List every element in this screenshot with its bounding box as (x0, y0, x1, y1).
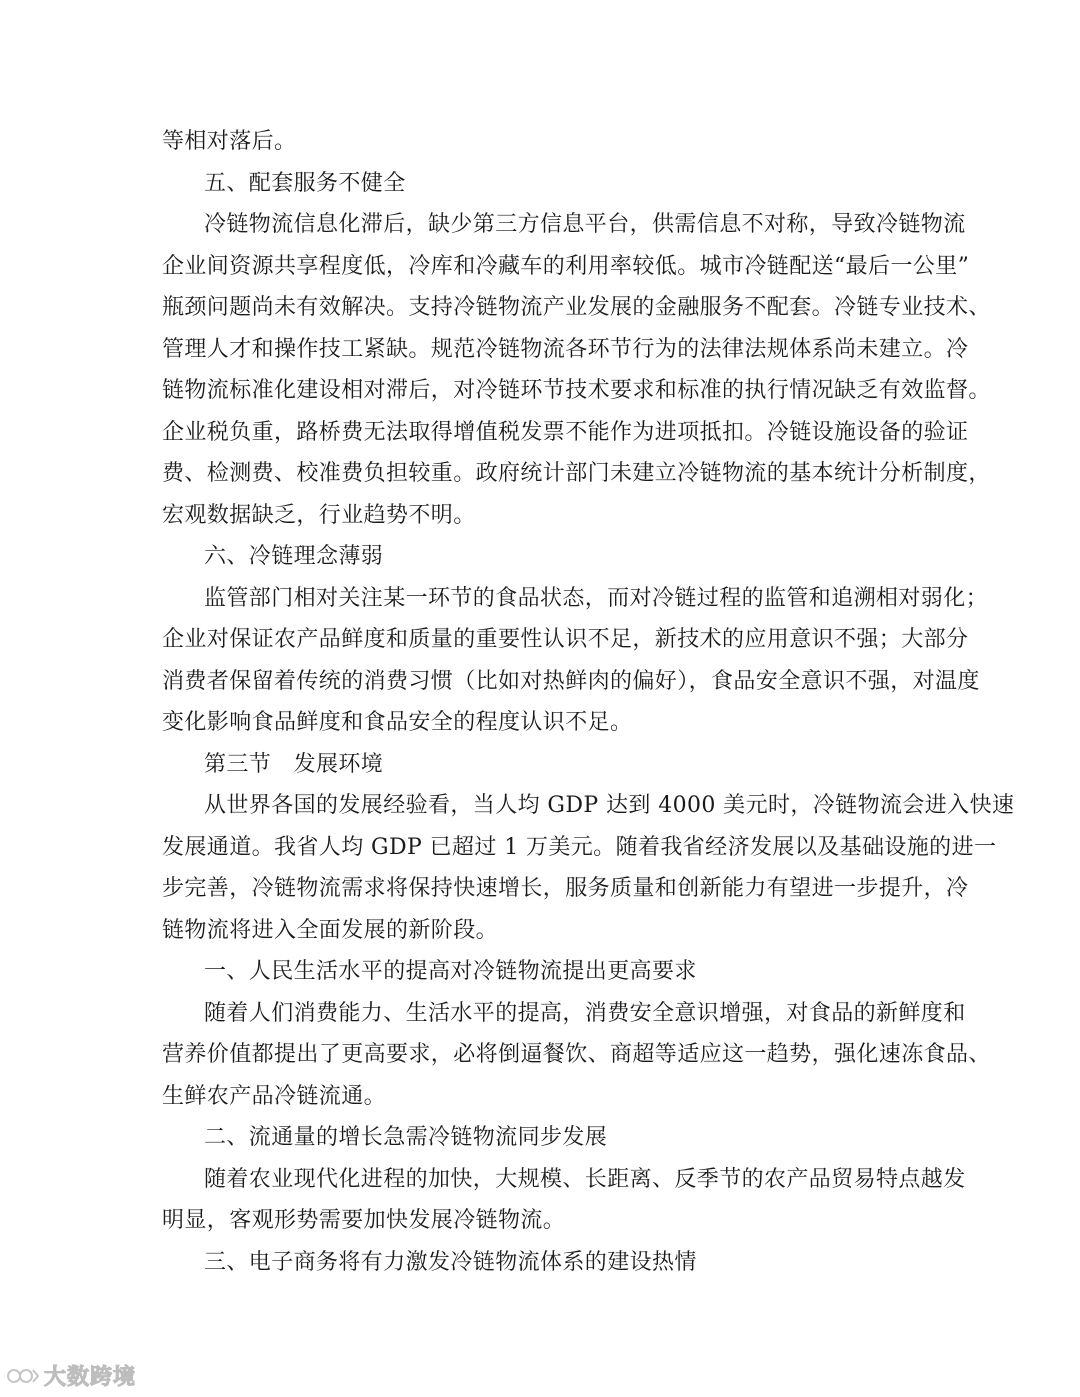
paragraph-line: 监管部门相对关注某一环节的食品状态，而对冷链过程的监管和追溯相对弱化； (204, 585, 989, 611)
paragraph-line: 费、检测费、校准费负担较重。政府统计部门未建立冷链物流的基本统计分析制度， (162, 461, 991, 486)
paragraph-line: 等相对落后。 (162, 129, 297, 154)
paragraph-line: 变化影响食品鲜度和食品安全的程度认识不足。 (162, 710, 633, 735)
watermark (6, 1360, 136, 1391)
paragraph-line: 冷链物流信息化滞后，缺少第三方信息平台，供需信息不对称，导致冷链物流 (204, 212, 966, 237)
section-heading: 五、配套服务不健全 (204, 170, 406, 196)
paragraph-line: 宏观数据缺乏，行业趋势不明。 (162, 502, 476, 528)
section-heading: 三、电子商务将有力激发冷链物流体系的建设热情 (204, 1249, 697, 1275)
paragraph-line: 企业间资源共享程度低，冷库和冷藏车的利用率较低。城市冷链配送“最后一公里” (162, 253, 970, 279)
paragraph-line: 明显，客观形势需要加快发展冷链物流。 (162, 1208, 566, 1233)
paragraph-line: 随着人们消费能力、生活水平的提高，消费安全意识增强，对食品的新鲜度和 (204, 1000, 966, 1026)
paragraph-line: 链物流将进入全面发展的新阶段。 (162, 917, 499, 943)
paragraph-line: 生鲜农产品冷链流通。 (162, 1083, 387, 1109)
brand-logo-icon (6, 1365, 40, 1387)
paragraph-line: 企业对保证农产品鲜度和质量的重要性认识不足，新技术的应用意识不强；大部分 (162, 627, 969, 652)
section-heading: 二、流通量的增长急需冷链物流同步发展 (204, 1125, 608, 1150)
paragraph-line: 消费者保留着传统的消费习惯（比如对热鲜肉的偏好），食品安全意识不强，对温度 (162, 668, 980, 694)
watermark-text: 大数跨境 (44, 1365, 137, 1390)
section-heading: 一、人民生活水平的提高对冷链物流提出更高要求 (204, 959, 697, 984)
paragraph-line: 随着农业现代化进程的加快，大规模、长距离、反季节的农产品贸易特点越发 (204, 1166, 966, 1192)
paragraph-line: 步完善，冷链物流需求将保持快速增长，服务质量和创新能力有望进一步提升，冷 (162, 876, 969, 901)
section-heading: 第三节 发展环境 (204, 751, 384, 777)
document-body (162, 121, 1015, 1283)
paragraph-line: 链物流标准化建设相对滞后，对冷链环节技术要求和标准的执行情况缺乏有效监督。 (162, 378, 991, 403)
paragraph-line: 企业税负重，路桥费无法取得增值税发票不能作为进项抵扣。冷链设施设备的验证 (162, 419, 969, 445)
paragraph-line: 发展通道。我省人均 GDP 已超过 1 万美元。随着我省经济发展以及基础设施的进一 (162, 834, 997, 860)
paragraph-line: 管理人才和操作技工紧缺。规范冷链物流各环节行为的法律法规体系尚未建立。冷 (162, 336, 969, 362)
paragraph-line: 营养价值都提出了更高要求，必将倒逼餐饮、商超等适应这一趋势，强化速冻食品、 (162, 1042, 991, 1067)
paragraph-line: 从世界各国的发展经验看，当人均 GDP 达到 4000 美元时，冷链物流会进入快速 (204, 793, 1015, 818)
paragraph-line: 瓶颈问题尚未有效解决。支持冷链物流产业发展的金融服务不配套。冷链专业技术、 (162, 295, 991, 320)
section-heading: 六、冷链理念薄弱 (204, 544, 384, 569)
